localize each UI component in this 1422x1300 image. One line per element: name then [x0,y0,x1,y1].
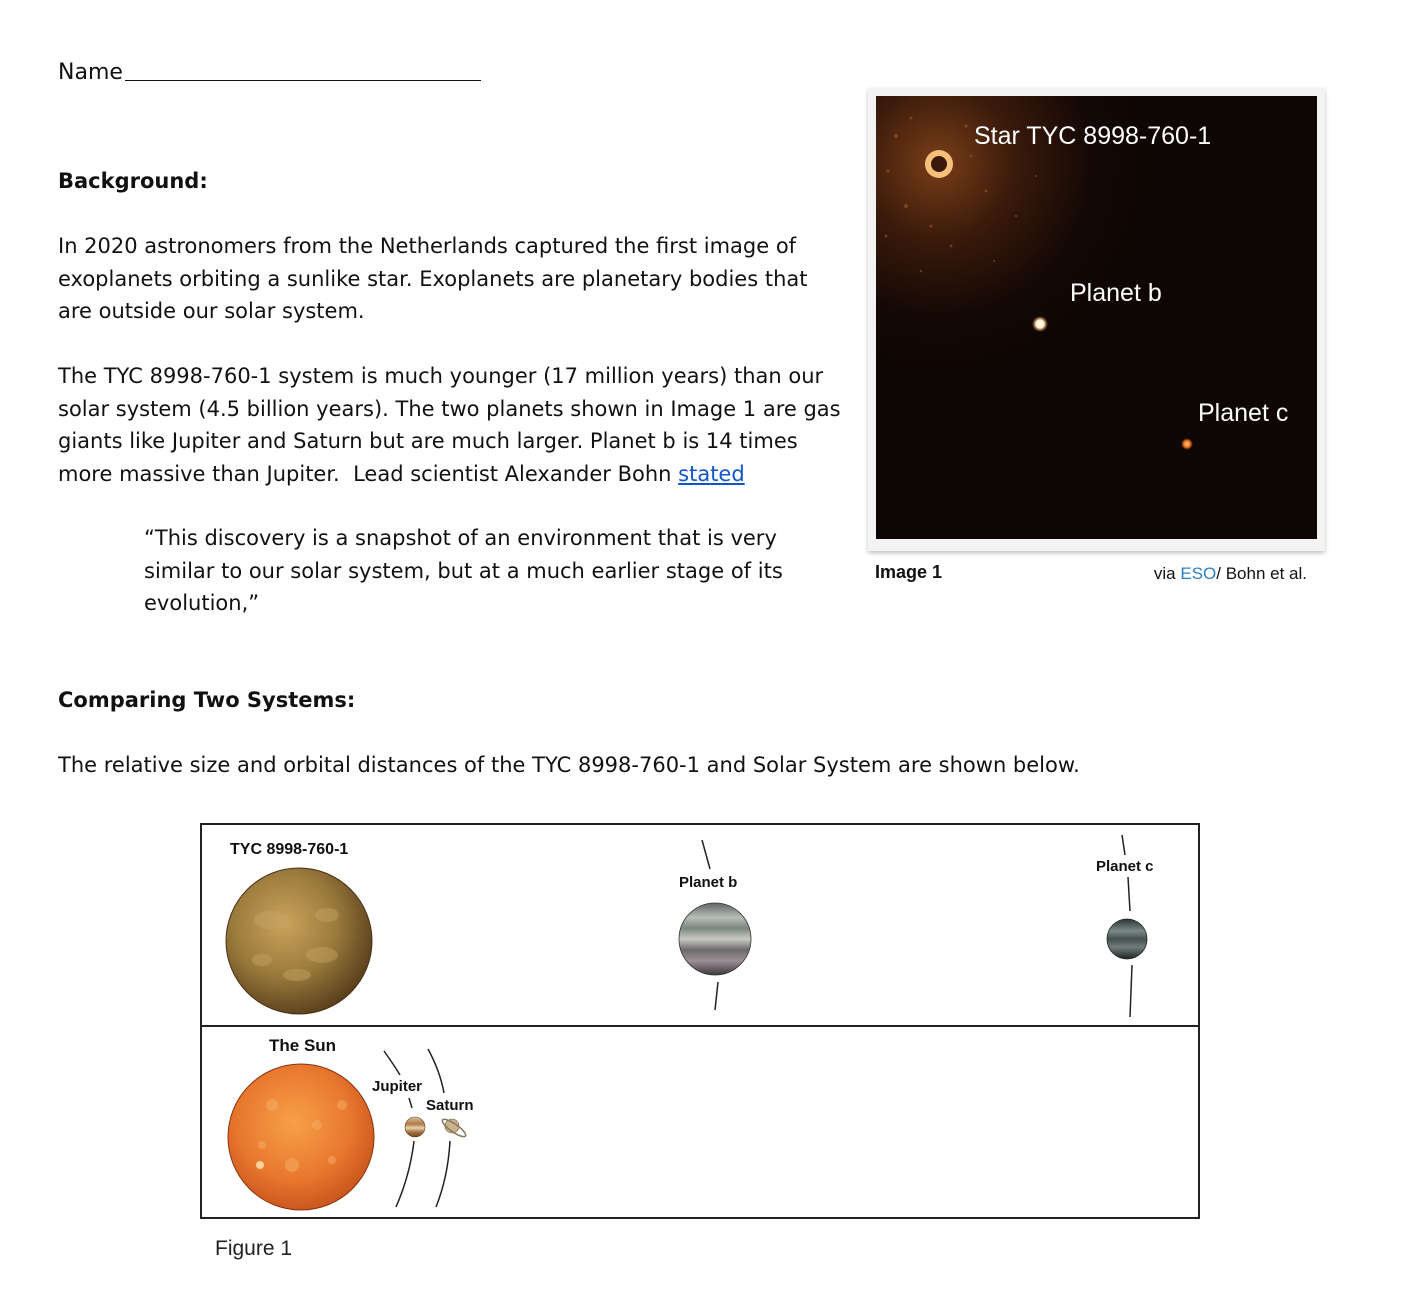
jupiter-orbit-top [384,1051,400,1075]
stated-link[interactable]: stated [678,461,745,486]
planet-b [679,903,751,975]
quote-block [144,522,824,620]
jupiter-label: Jupiter [372,1078,423,1095]
planet-c-orbit-bottom [1130,965,1132,1017]
saturn-label: Saturn [426,1097,474,1114]
planet-b-label: Planet b [679,874,738,891]
credit-suffix: / Bohn et al. [1216,564,1307,583]
background-paragraph-2 [58,360,858,490]
image-1 [876,96,1317,539]
credit-prefix: via [1153,564,1181,583]
text-span: more massive than Jupiter. Lead scientist Alexander Bohn [58,461,679,486]
text-line: In 2020 astronomers from the Netherlands captured the first image of [58,234,797,258]
figure-1 [200,823,1200,1219]
quote-line: “This discovery is a snapshot of an environment that is very [144,526,777,550]
comparing-intro: The relative size and orbital distances of the TYC 8998-760-1 and Solar System are shown below. [58,753,1080,777]
text-line: exoplanets orbiting a sunlike star. Exoplanets are planetary bodies that [58,266,808,291]
background-heading: Background: [58,169,208,193]
label-planet-c: Planet c [1198,399,1289,427]
quote-line: similar to our solar system, but at a much earlier stage of its [144,558,783,583]
image-1-frame [868,88,1325,551]
planet-b-orbit-top [702,840,710,869]
saturn-orbit-top [428,1049,444,1093]
label-planet-b: Planet b [1070,279,1162,307]
sun [228,1064,374,1210]
text-line: are outside our solar system. [58,299,365,323]
image-1-label: Image 1 [875,562,943,582]
planet-c-dot [1181,438,1193,450]
text-line [58,458,858,491]
jupiter-orbit-mid [409,1098,412,1108]
text-line: The TYC 8998-760-1 system is much younger (17 million years) than our [58,364,824,388]
tyc-label: TYC 8998-760-1 [230,841,349,858]
image-credit [1154,564,1307,584]
planet-b-dot [1032,316,1048,332]
planet-c-orbit-mid [1128,877,1130,911]
name-blank[interactable] [125,58,481,81]
name-line [58,58,481,85]
jupiter-orbit-bottom [396,1141,414,1207]
sun-label: The Sun [269,1036,337,1055]
quote-line: evolution,” [144,591,260,615]
sun-flare [256,1161,264,1169]
figure-1-caption: Figure 1 [215,1237,293,1260]
planet-c [1107,919,1147,959]
saturn-orbit-bottom [436,1141,450,1207]
eso-link[interactable]: ESO [1180,564,1217,583]
background-paragraph-1 [58,230,848,328]
planet-c-label: Planet c [1096,858,1154,875]
tyc-star [226,868,372,1014]
text-line: solar system (4.5 billion years). The two planets shown in Image 1 are gas [58,396,841,421]
text-line: giants like Jupiter and Saturn but are much larger. Planet b is 14 times [58,429,798,453]
jupiter [405,1117,425,1137]
saturn [440,1117,468,1140]
comparing-heading: Comparing Two Systems: [58,688,356,712]
image-1-caption [875,562,1307,583]
figure-1-diagram [202,825,1198,1217]
name-label: Name [58,60,123,85]
planet-c-orbit-top [1122,835,1125,855]
star-coronagraph [931,156,947,172]
label-star: Star TYC 8998-760-1 [974,122,1212,150]
planet-b-orbit-bottom [715,982,718,1010]
